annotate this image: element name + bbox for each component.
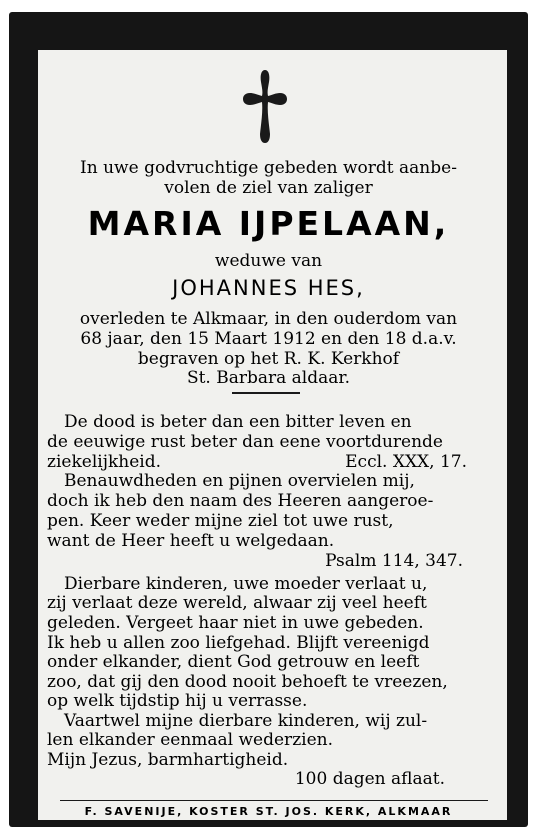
prayer-line: Mijn Jezus, barmhartigheid. [47, 750, 289, 770]
death-line-3: begraven op het R. K. Kerkhof [137, 349, 400, 369]
farewell-line-4: Ik heb u allen zoo liefgehad. Blijft vereenigd [47, 633, 430, 653]
death-line-4: St. Barbara aldaar. [186, 368, 351, 388]
farewell-line-5: onder elkander, dient God getrouw en leeft [47, 652, 420, 672]
death-line-2: 68 jaar, den 15 Maart 1912 en den 18 d.a.v. [80, 329, 457, 349]
divider-rule [232, 392, 300, 394]
verse1-line-2: de eeuwige rust beter dan eene voortdurende [47, 432, 443, 452]
farewell-line-2: zij verlaat deze wereld, alwaar zij veel heeft [47, 593, 427, 613]
verse1-line-3: ziekelijkheid. [47, 452, 161, 472]
farewell-line-7: op welk tijdstip hij u verrasse. [47, 691, 308, 711]
verse2-line-1: Benauwdheden en pijnen overvielen mij, [64, 471, 415, 491]
death-line-1: overleden te Alkmaar, in den ouderdom van [79, 309, 458, 329]
farewell-line-3: geleden. Vergeet haar niet in uwe gebeden. [47, 613, 424, 633]
deceased-name: MARIA IJPELAAN, [87, 204, 450, 243]
relation-text: weduwe van [214, 251, 323, 271]
indulgence-line: 100 dagen aflaat. [294, 769, 445, 789]
intro-line-2: volen de ziel van zaliger [164, 178, 373, 198]
verse2-line-4: want de Heer heeft u welgedaan. [47, 531, 335, 551]
verse1-reference: Eccl. XXX, 17. [345, 452, 467, 472]
farewell-line-8: Vaartwel mijne dierbare kinderen, wij zul- [64, 711, 428, 731]
verse2-line-3: pen. Keer weder mijne ziel tot uwe rust, [47, 511, 394, 531]
farewell-line-1: Dierbare kinderen, uwe moeder verlaat u, [64, 574, 428, 594]
farewell-line-9: len elkander eenmaal wederzien. [47, 730, 333, 750]
verse2-reference: Psalm 114, 347. [325, 551, 463, 571]
intro-line-1: In uwe godvruchtige gebeden wordt aanbe- [80, 158, 457, 178]
cross-icon [242, 68, 288, 144]
verse2-line-2: doch ik heb den naam des Heeren aangeroe- [47, 491, 434, 511]
farewell-line-6: zoo, dat gij den dood nooit behoeft te vreezen, [47, 672, 448, 692]
printer-credit: F. SAVENIJE, KOSTER ST. JOS. KERK, ALKMAAR [84, 805, 453, 818]
verse1-line-1: De dood is beter dan een bitter leven en [64, 412, 412, 432]
husband-name: JOHANNES HES, [172, 276, 365, 300]
footer-rule [60, 800, 488, 801]
